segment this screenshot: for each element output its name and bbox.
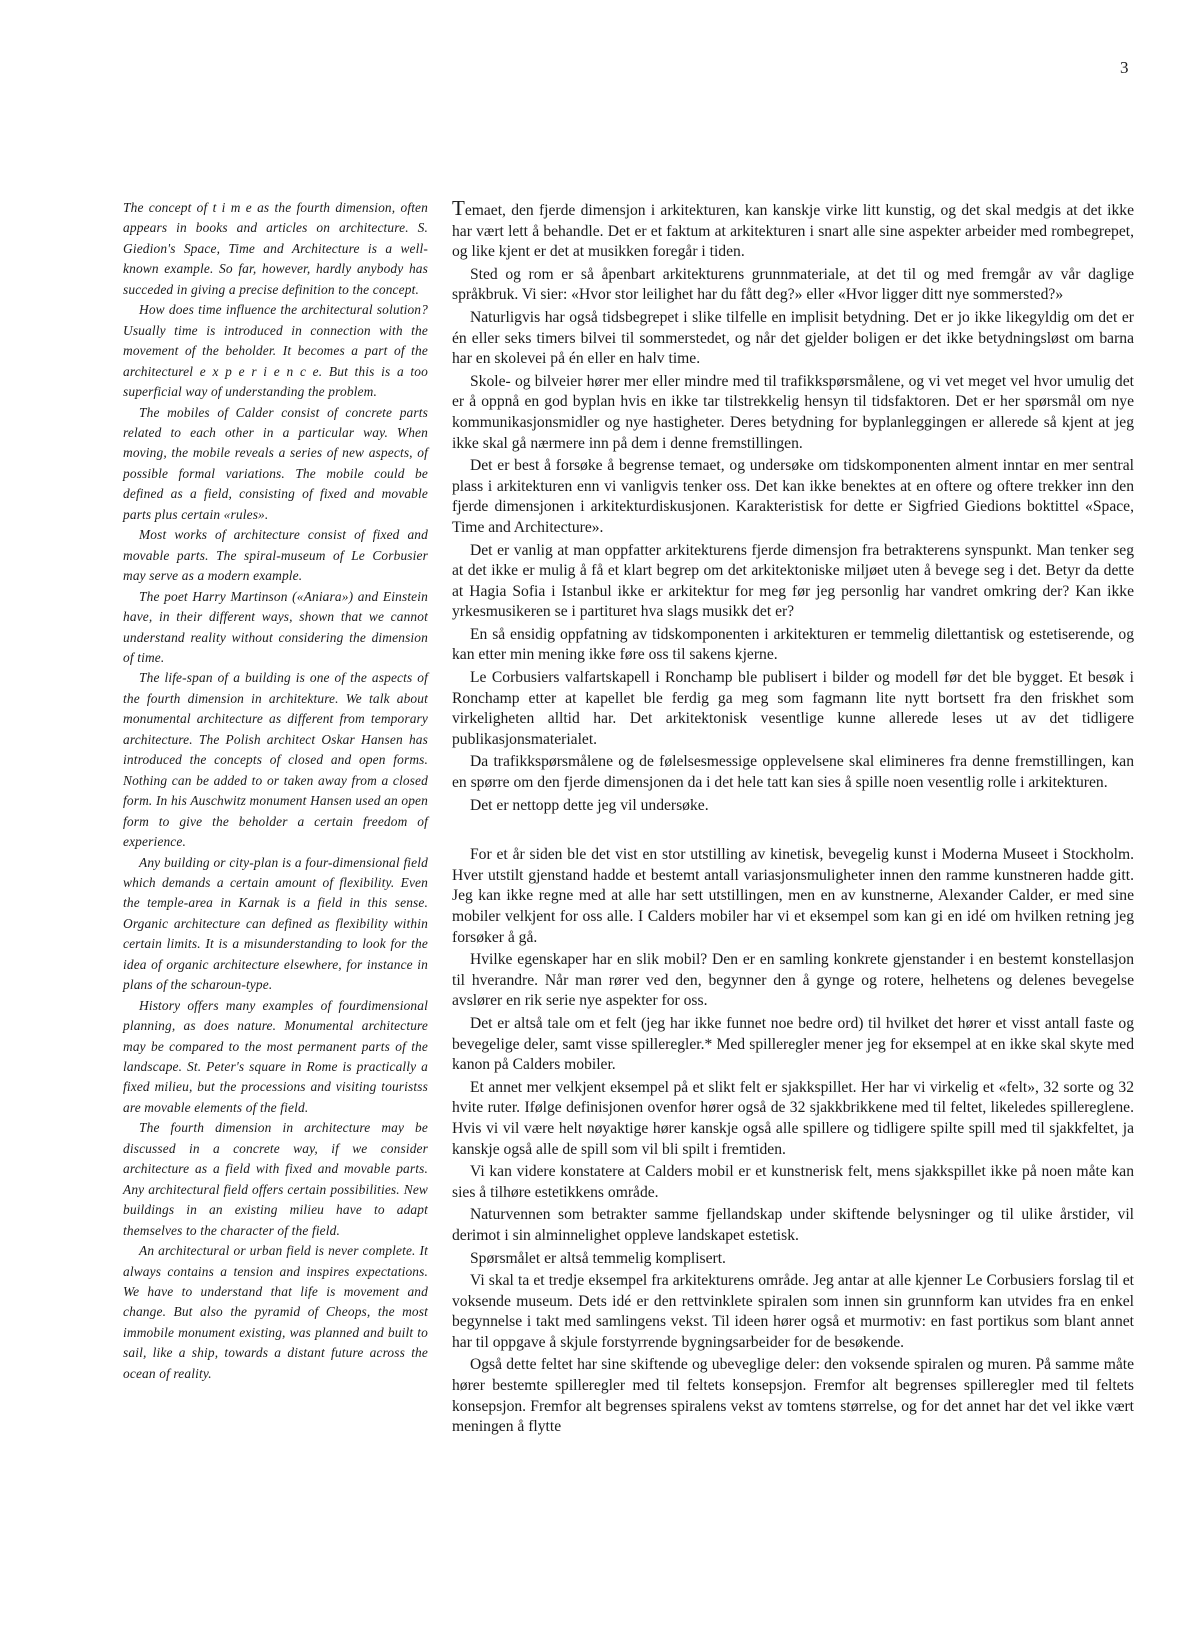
article-paragraph: Naturligvis har også tidsbegrepet i slike tilfelle en implisit betydning. Det er jo ikke likegyldig om det er én eller seks timers bilvei til sommerstedet, og når det gjelder boligen er det ikke betydningsløst om barna har en skolevei på én eller en halv time. [452,308,1134,368]
summary-paragraph: How does time influence the architectural solution? Usually time is introduced in connection with the movement of the beholder. It becomes a part of the architecturel e x p e r i e n c e. But this is a too superficial way of understanding the problem. [123,302,428,400]
article-paragraph: Skole- og bilveier hører mer eller mindre med til trafikkspørsmålene, og vi vet meget vel hvor umulig det er å oppnå en god byplan hvis en ikke tar tilstrekkelig hensyn til tidsfaktoren. Det er her spørsmål om nye kommunikasjonsmidler og nye hastigheter. Deres betydning for byplanleggingen er allerede så kjent at jeg ikke skal gå nærmere inn på dem i denne fremstillingen. [452,372,1134,452]
article-paragraph: Et annet mer velkjent eksempel på et slikt felt er sjakkspillet. Her har vi virkelig et «felt», 32 sorte og 32 hvite ruter. Ifølge definisjonen ovenfor hører også de 32 sjakkbrikkene med til feltet, likeledes spillereglene. Hvis vi vil være helt nøyaktige hører kanskje også alle spillere og tidligere spilte spill med til sjakkfeltet, ja kanskje også alle de spill som vil bli spilt i fremtiden. [452,1078,1134,1158]
summary-paragraph: The life-span of a building is one of the aspects of the fourth dimension in architekture. We talk about monumental architecture as different from temporary architecture. The Polish architect Oskar Hansen has introduced the concepts of closed and open forms. Nothing can be added to or taken away from a closed form. In his Auschwitz monument Hansen used an open form to give the beholder a certain freedom of experience. [123,670,428,850]
article-paragraph: Sted og rom er så åpenbart arkitekturens grunnmateriale, at det til og med fremgår av vår daglige språkbruk. Vi sier: «Hvor stor leilighet har du fått deg?» eller «Hvor ligger ditt nye sommersted?» [452,265,1134,304]
opening-text: emaet, den fjerde dimensjon i arkitekturen, kan kanskje virke litt kunstig, og det skal medgis at det ikke har vært lett å behandle. Det er et faktum at arkitekturen i snart alle sine aspekter arbeider med rombegrepet, og like kjent er det at musikken foregår i tiden. [452,202,1134,261]
article-paragraph: Le Corbusiers valfartskapell i Ronchamp ble publisert i bilder og modell før det ble bygget. Et besøk i Ronchamp etter at kapellet ble ferdig ga meg som fagmann lite nytt bortsett fra den friskhet som virkeligheten alltid har. Det arkitektonisk vesentlige kunne allerede leses ut av det tidligere publikasjonsmaterialet. [452,669,1134,748]
summary-paragraph: Any building or city-plan is a four-dimensional field which demands a certain amount of flexibility. Even the temple-area in Karnak is a field in this sense. Organic architecture can defined as flexibility within certain limits. It is a misunderstanding to look for the idea of organic architecture elsewhere, for instance in plans of the scharoun-type. [123,854,428,993]
article-paragraph: Vi kan videre konstatere at Calders mobil er et kunstnerisk felt, mens sjakkspillet ikke på noen måte kan sies å tilhøre estetikkens område. [452,1163,1134,1201]
summary-paragraph: The fourth dimension in architecture may be discussed in a concrete way, if we consider architecture as a field with fixed and movable parts. Any architectural field offers certain possibilities. New buildings in an existing milieu have to adapt themselves to the character of the field. [123,1120,428,1238]
article-paragraph: Vi skal ta et tredje eksempel fra arkitekturens område. Jeg antar at alle kjenner Le Corbusiers forslag til et voksende museum. Dets idé er den rettvinklete spiralen som innen sin grunnform kan utvides fra en enkel begynnelse i takt med samlingens vekst. Til ideen hører også et murmotiv: en fast portikus som blant annet har til oppgave å skjule forstyrrende bygningsarbeider for de besøkende. [452,1272,1134,1351]
article-body-column [452,198,1134,1440]
dropcap-letter: T [452,196,465,220]
article-paragraph: Det er altså tale om et felt (jeg har ikke funnet noe bedre ord) til hvilket det hører et visst antall faste og bevegelige deler, samt visse spilleregler.* Med spilleregler mener jeg for eksempel at en ikke skal skyte med kanon på Calders mobiler. [452,1014,1134,1074]
article-paragraph: En så ensidig oppfatning av tidskomponenten i arkitekturen er temmelig dilettantisk og estetiserende, og kan etter min mening ikke føre oss til sakens kjerne. [452,625,1134,664]
article-paragraph: Hvilke egenskaper har en slik mobil? Den er en samling konkrete gjenstander i en bestemt konstellasjon til hverandre. Når man rører ved den, begynner den å gynge og rotere, helhetens og delenes bevegelse avslører en rik serie nye aspekter for oss. [452,951,1134,1010]
summary-paragraph: The poet Harry Martinson («Aniara») and Einstein have, in their different ways, shown that we cannot understand reality without considering the dimension of time. [123,588,428,665]
article-opening-paragraph [452,198,1134,263]
article-paragraph: Det er best å forsøke å begrense temaet, og undersøke om tidskomponenten alment inntar en mer sentral plass i arkitekturen enn vi vanligvis tenker oss. Det kan ikke benektes at en oftere og oftere trekker inn den fjerde dimensjonen i arkitekturdiskusjonen. Karakteristisk for dette er Sigfried Giedions boktittel «Space, Time and Architecture». [452,457,1134,536]
article-paragraph: Spørsmålet er altså temmelig komplisert. [470,1249,726,1267]
article-paragraph: Også dette feltet har sine skiftende og ubeveglige deler: den voksende spiralen og muren. På samme måte hører bestemte spilleregler med til feltets konsepsjon. Fremfor alt begrenses spilleregler med til feltets konsepsjon. Fremfor alt begrenses spiralens vekst av tomtens størrelse, og for det annet har det vel ikke vært meningen å flytte [452,1356,1134,1436]
section-break [452,818,1134,845]
english-summary-column [123,198,428,1384]
summary-paragraph: Most works of architecture consist of fixed and movable parts. The spiral-museum of Le Corbusier may serve as a modern example. [123,527,428,584]
page-number: 3 [1120,58,1129,77]
article-paragraph: Det er nettopp dette jeg vil undersøke. [470,796,709,814]
article-paragraph: Da trafikkspørsmålene og de følelsesmessige opplevelsene skal elimineres fra denne fremstillingen, kan en spørre om den fjerde dimensjonen da i det hele tatt kan sies å spille noen vesentlig rolle i arkitekturen. [452,753,1134,792]
article-paragraph: Det er vanlig at man oppfatter arkitekturens fjerde dimensjon fra betrakterens synspunkt. Man tenker seg at det ikke er mulig å få et klart begrep om det arkitektoniske miljøet uten å bevege seg i det. Betyr da dette at Hagia Sofia i Istanbul ikke er arkitektur for meg før jeg personlig har vandret omkring der? Kan ikke yrkesmusikeren se i partituret hva slags musikk det er? [452,541,1134,621]
summary-paragraph: The mobiles of Calder consist of concrete parts related to each other in a particular way. When moving, the mobile reveals a series of new aspects, of possible formal variations. The mobile could be defined as a field, consisting of fixed and movable parts plus certain «rules». [123,404,428,522]
summary-paragraph: History offers many examples of fourdimensional planning, as does nature. Monumental architecture may be compared to the most permanent parts of the landscape. St. Peter's square in Rome is practically a fixed milieu, but the processions and visiting touristss are movable elements of the field. [123,997,428,1115]
summary-paragraph: The concept of t i m e as the fourth dimension, often appears in books and articles on architecture. S. Giedion's Space, Time and Architecture is a well-known example. So far, however, hardly anybody has succeded in giving a precise definition to the concept. [123,200,428,297]
summary-paragraph: An architectural or urban field is never complete. It always contains a tension and inspires expectations. We have to understand that life is movement and change. But also the pyramid of Cheops, the most immobile monument existing, was planned and built to sail, like a ship, towards a distant future across the ocean of reality. [123,1243,428,1381]
article-paragraph: For et år siden ble det vist en stor utstilling av kinetisk, bevegelig kunst i Moderna Museet i Stockholm. Hver utstilt gjenstand hadde et bestemt antall variasjonsmuligheter innen den ramme kunstneren hadde gitt. Jeg kan ikke regne med at alle har sett utstillingen, men en av kunstnerne, Alexander Calder, er med sine mobiler velkjent for oss alle. I Calders mobiler har vi et eksempel som kan gi en idé om hvilken retning jeg forsøker å gå. [452,846,1134,946]
article-paragraph: Naturvennen som betrakter samme fjellandskap under skiftende belysninger og til ulike årstider, vil derimot i sin alminnelighet oppleve landskapet estetisk. [452,1206,1134,1244]
